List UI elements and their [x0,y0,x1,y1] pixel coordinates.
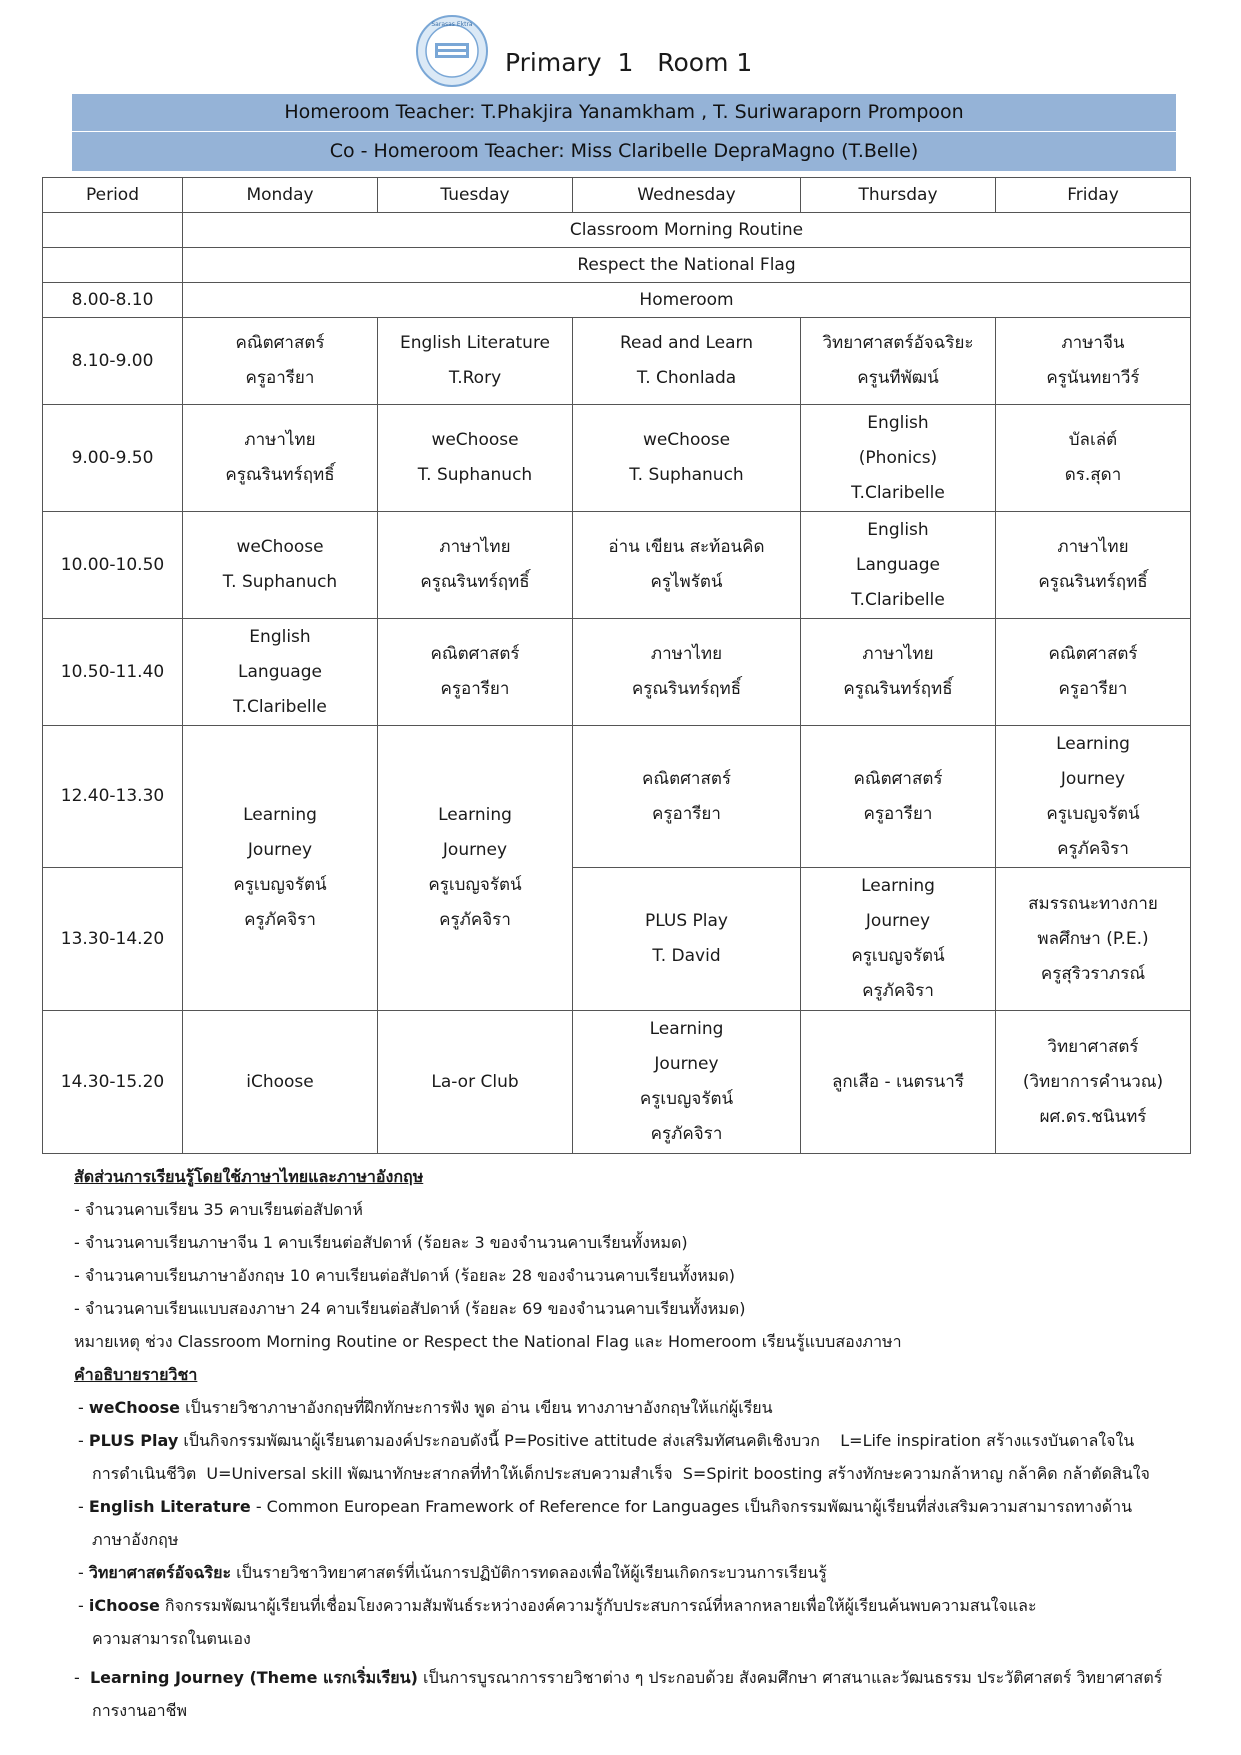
class-cell: คณิตศาสตร์ ครูอารียา [378,619,573,726]
class-cell: Learning Journey ครูเบญจรัตน์ ครูภัคจิรา [573,1011,801,1154]
desc-learning-journey-cont: การงานอาชีพ [92,1701,187,1720]
table-row [43,213,1191,248]
desc-ichoose: - iChoose กิจกรรมพัฒนาผู้เรียนที่เชื่อมโยงความสัมพันธ์ระหว่างองค์ความรู้กับประสบการณ์ที่หลากหลายเพื่อให้ผู้เรียนค้นพบความสนใจและ [78,1596,1037,1615]
day-monday: Monday [183,178,378,213]
period-header: Period [43,178,183,213]
class-cell-merged: Learning Journey ครูเบญจรัตน์ ครูภัคจิรา [183,726,378,1011]
note-line: - จำนวนคาบเรียนภาษาอังกฤษ 10 คาบเรียนต่อสัปดาห์ (ร้อยละ 28 ของจำนวนคาบเรียนทั้งหมด) [74,1266,736,1285]
note-remark: หมายเหตุ ช่วง Classroom Morning Routine or Respect the National Flag และ Homeroom เรียนรู้แบบสองภาษา [74,1332,902,1351]
time-cell: 12.40-13.30 [43,726,183,868]
time-cell: 8.10-9.00 [43,318,183,405]
table-row [43,283,1191,318]
day-wednesday: Wednesday [573,178,801,213]
page-title: Primary 1 Room 1 [505,48,753,77]
notes-heading-description: คำอธิบายรายวิชา [74,1365,198,1384]
class-cell: English Language T.Claribelle [183,619,378,726]
time-cell: 10.00-10.50 [43,512,183,619]
class-cell: วิทยาศาสตร์ (วิทยาการคำนวณ) ผศ.ดร.ชนินทร์ [996,1011,1191,1154]
class-cell: English Literature T.Rory [378,318,573,405]
class-cell: คณิตศาสตร์ ครูอารียา [801,726,996,868]
class-cell: ภาษาไทย ครูณรินทร์ฤทธิ์ [801,619,996,726]
logo-text: Sarasas Ektra [431,21,473,28]
routine-cell: Respect the National Flag [183,248,1191,283]
class-cell: อ่าน เขียน สะท้อนคิด ครูไพรัตน์ [573,512,801,619]
class-cell: Learning Journey ครูเบญจรัตน์ ครูภัคจิรา [996,726,1191,868]
class-cell: คณิตศาสตร์ ครูอารียา [996,619,1191,726]
table-header-row [43,178,1191,213]
table-row [43,405,1191,512]
time-cell: 9.00-9.50 [43,405,183,512]
desc-plus-play: - PLUS Play เป็นกิจกรรมพัฒนาผู้เรียนตามองค์ประกอบดังนี้ P=Positive attitude ส่งเสริมทัศนคติเชิงบวก L=Life inspiration สร้างแรงบันดาลใจใน [78,1431,1135,1450]
table-row [43,248,1191,283]
class-cell: iChoose [183,1011,378,1154]
time-cell: 8.00-8.10 [43,283,183,318]
class-cell: English Language T.Claribelle [801,512,996,619]
desc-learning-journey: - Learning Journey (Theme แรกเริ่มเรียน) เป็นการบูรณาการรายวิชาต่าง ๆ ประกอบด้วย สังคมศึกษา ศาสนาและวัฒนธรรม ประวัติศาสตร์ วิทยาศาสตร์ [74,1668,1163,1687]
co-homeroom-teacher: Co - Homeroom Teacher: Miss Claribelle DepraMagno (T.Belle) [72,132,1176,171]
table-row [43,619,1191,726]
time-cell [43,213,183,248]
table-row [43,726,1191,868]
class-cell: ลูกเสือ - เนตรนารี [801,1011,996,1154]
desc-english-literature: - English Literature - Common European Framework of Reference for Languages เป็นกิจกรรมพัฒนาผู้เรียนที่ส่งเสริมความสามารถทางด้าน [78,1497,1133,1516]
time-cell [43,248,183,283]
class-cell: weChoose T. Suphanuch [183,512,378,619]
notes-heading-ratio: สัดส่วนการเรียนรู้โดยใช้ภาษาไทยและภาษาอังกฤษ [74,1167,424,1186]
desc-plus-play-cont: การดำเนินชีวิต U=Universal skill พัฒนาทักษะสากลที่ทำให้เด็กประสบความสำเร็จ S=Spirit boosting สร้างทักษะความกล้าหาญ กล้าคิด กล้าตัดสินใจ [92,1464,1150,1483]
class-cell: La-or Club [378,1011,573,1154]
desc-ichoose-cont: ความสามารถในตนเอง [92,1629,251,1648]
time-cell: 10.50-11.40 [43,619,183,726]
class-cell: weChoose T. Suphanuch [378,405,573,512]
desc-wechoose: - weChoose เป็นรายวิชาภาษาอังกฤษที่ฝึกทักษะการฟัง พูด อ่าน เขียน ทางภาษาอังกฤษให้แก่ผู้เรียน [78,1398,773,1417]
class-cell: ภาษาไทย ครูณรินทร์ฤทธิ์ [996,512,1191,619]
homeroom-cell: Homeroom [183,283,1191,318]
class-cell: สมรรถนะทางกาย พลศึกษา (P.E.) ครูสุริวราภรณ์ [996,868,1191,1011]
class-cell: ภาษาไทย ครูณรินทร์ฤทธิ์ [183,405,378,512]
homeroom-teacher: Homeroom Teacher: T.Phakjira Yanamkham , T. Suriwaraporn Prompoon [72,94,1176,132]
class-cell: Learning Journey ครูเบญจรัตน์ ครูภัคจิรา [801,868,996,1011]
day-friday: Friday [996,178,1191,213]
class-cell: ภาษาไทย ครูณรินทร์ฤทธิ์ [573,619,801,726]
day-thursday: Thursday [801,178,996,213]
school-logo [415,14,489,88]
time-cell: 14.30-15.20 [43,1011,183,1154]
class-cell: บัลเล่ต์ ดร.สุดา [996,405,1191,512]
class-cell: PLUS Play T. David [573,868,801,1011]
class-cell: weChoose T. Suphanuch [573,405,801,512]
table-row [43,1011,1191,1154]
desc-science: - วิทยาศาสตร์อัจฉริยะ เป็นรายวิชาวิทยาศาสตร์ที่เน้นการปฏิบัติการทดลองเพื่อให้ผู้เรียนเกิดกระบวนการเรียนรู้ [78,1563,827,1582]
time-cell: 13.30-14.20 [43,868,183,1011]
table-row [43,512,1191,619]
class-cell: คณิตศาสตร์ ครูอารียา [183,318,378,405]
desc-english-literature-cont: ภาษาอังกฤษ [92,1530,179,1549]
class-cell: คณิตศาสตร์ ครูอารียา [573,726,801,868]
routine-cell: Classroom Morning Routine [183,213,1191,248]
class-cell: ภาษาไทย ครูณรินทร์ฤทธิ์ [378,512,573,619]
note-line: - จำนวนคาบเรียนแบบสองภาษา 24 คาบเรียนต่อสัปดาห์ (ร้อยละ 69 ของจำนวนคาบเรียนทั้งหมด) [74,1299,746,1318]
note-line: - จำนวนคาบเรียนภาษาจีน 1 คาบเรียนต่อสัปดาห์ (ร้อยละ 3 ของจำนวนคาบเรียนทั้งหมด) [74,1233,688,1252]
class-cell-merged: Learning Journey ครูเบญจรัตน์ ครูภัคจิรา [378,726,573,1011]
day-tuesday: Tuesday [378,178,573,213]
class-cell: Read and Learn T. Chonlada [573,318,801,405]
class-cell: วิทยาศาสตร์อัจฉริยะ ครูนทีพัฒน์ [801,318,996,405]
class-cell: ภาษาจีน ครูนันทยาวีร์ [996,318,1191,405]
class-cell: English (Phonics) T.Claribelle [801,405,996,512]
timetable [42,177,1191,1154]
table-row [43,318,1191,405]
note-line: - จำนวนคาบเรียน 35 คาบเรียนต่อสัปดาห์ [74,1200,363,1219]
